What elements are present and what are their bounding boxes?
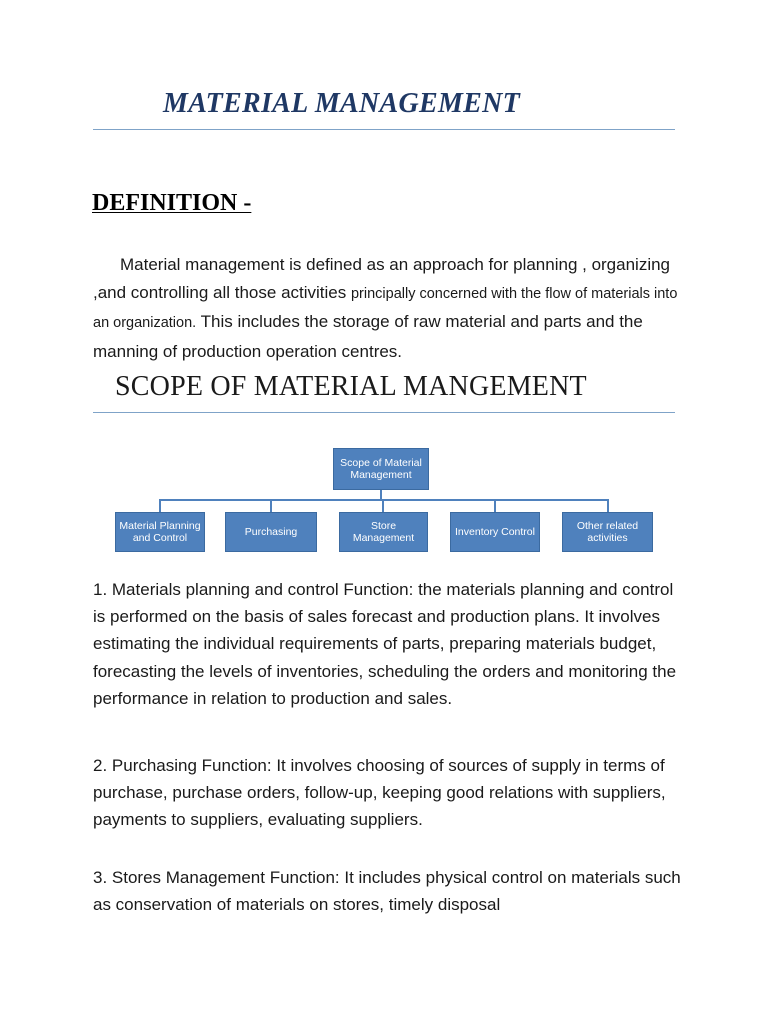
chart-node-root: Scope of Material Management [333,448,429,490]
definition-text-part1: Material management is defined as an approach for planning , organizing ,and controlling all those activities [93,255,671,302]
paragraph-purchasing: 2. Purchasing Function: It involves choosing of sources of supply in terms of purchase, purchase orders, follow-up, keeping good relations with suppliers, payments to suppliers, evaluating suppliers. [93,756,666,830]
chart-node-store-management: Store Management [339,512,428,552]
definition-heading: DEFINITION - [92,190,252,216]
chart-node-other-activities: Other related activities [562,512,653,552]
chart-node-inventory-control: Inventory Control [450,512,540,552]
definition-text-part2: This includes the storage of raw material and parts and the manning of production operation centres. [93,312,643,361]
chart-connector-root [380,490,382,500]
chart-connector-2 [270,499,272,512]
chart-connector-4 [494,499,496,512]
chart-node-purchasing: Purchasing [225,512,317,552]
chart-connector-bar [159,499,609,501]
paragraph-planning: 1. Materials planning and control Function: the materials planning and control is performed on the basis of sales forecast and production plans. It involves estimating the individual requirements of parts, preparing materials budget, forecasting the levels of inventories, scheduling the orders and monitoring the performance in relation to production and sales. [93,580,677,708]
paragraph-stores: 3. Stores Management Function: It includes physical control on materials such as conservation of materials on stores, timely disposal [93,868,681,915]
scope-divider [93,412,675,413]
title-divider [93,129,675,130]
scope-heading: SCOPE OF MATERIAL MANGEMENT [115,371,587,402]
chart-node-material-planning: Material Planning and Control [115,512,205,552]
chart-connector-1 [159,499,161,512]
chart-connector-3 [382,499,384,512]
chart-connector-5 [607,499,609,512]
definition-text-small: principally concerned with the flow of materials into an organization. [93,285,678,331]
page-title: MATERIAL MANAGEMENT [163,88,521,119]
definition-paragraph [93,251,683,365]
